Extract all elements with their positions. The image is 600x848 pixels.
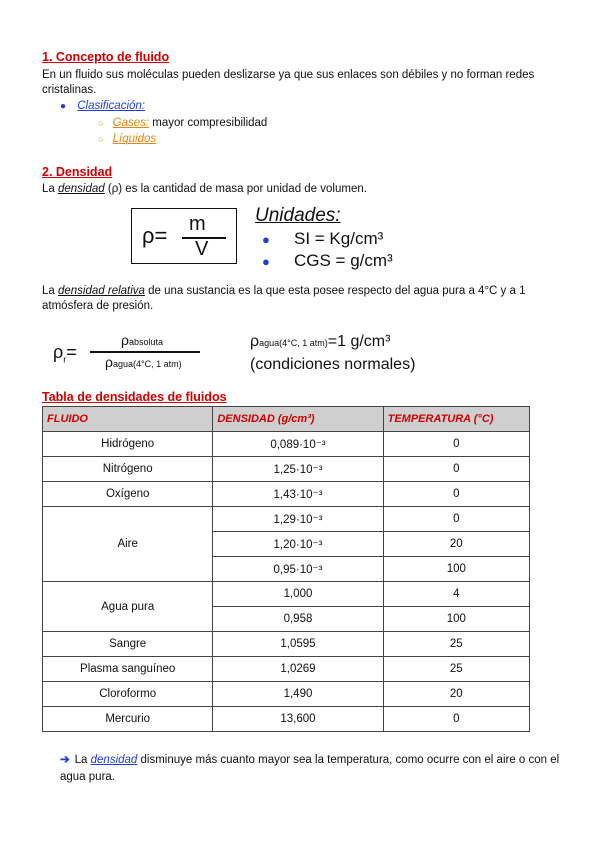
fluid-cell: Sangre bbox=[43, 632, 213, 657]
table-row bbox=[43, 432, 530, 457]
density-cell: 0,089·10⁻³ bbox=[213, 432, 383, 457]
text-fragment: de una sustancia es la que esta posee respecto del agua pura a 4°C y a 1 atmósfera de presión. bbox=[42, 285, 526, 312]
fluid-cell: Agua pura bbox=[43, 582, 213, 632]
bullet-dot-icon: ● bbox=[262, 254, 270, 269]
water-density bbox=[250, 333, 390, 351]
water-value: =1 g/cm³ bbox=[327, 333, 391, 350]
temp-cell: 100 bbox=[383, 607, 529, 632]
header-fluid: FLUIDO bbox=[43, 407, 213, 432]
table-row bbox=[43, 507, 530, 532]
section-1-text: En un fluido sus moléculas pueden deslizarse ya que sus enlaces son débiles y no forman redes cristalinas. bbox=[42, 69, 535, 96]
rho-symbol: ρ bbox=[121, 332, 129, 348]
sub-item-liquidos bbox=[98, 133, 156, 145]
density-cell: 1,490 bbox=[213, 682, 383, 707]
header-density: DENSIDAD (g/cm³) bbox=[213, 407, 383, 432]
normal-conditions: (condiciones normales) bbox=[250, 356, 416, 373]
header-temperature: TEMPERATURA (°C) bbox=[383, 407, 529, 432]
density-term: densidad bbox=[58, 183, 105, 195]
text-fragment: La bbox=[74, 754, 91, 766]
fluid-cell: Cloroformo bbox=[43, 682, 213, 707]
temp-cell: 0 bbox=[383, 707, 529, 732]
table-row bbox=[43, 682, 530, 707]
table-row bbox=[43, 582, 530, 607]
density-formula-box bbox=[131, 208, 237, 264]
gases-desc: mayor compresibilidad bbox=[149, 117, 268, 129]
density-cell: 0,95·10⁻³ bbox=[213, 557, 383, 582]
sub-item-gases bbox=[98, 117, 267, 129]
rho-sub: r bbox=[63, 354, 67, 365]
temp-cell: 20 bbox=[383, 682, 529, 707]
rho-symbol: ρ bbox=[105, 354, 113, 370]
circle-bullet-icon: ○ bbox=[98, 118, 104, 128]
temp-cell: 20 bbox=[383, 532, 529, 557]
fluid-cell: Hidrógeno bbox=[43, 432, 213, 457]
fluid-cell: Plasma sanguíneo bbox=[43, 657, 213, 682]
density-table bbox=[42, 406, 530, 732]
density-cell: 1,43·10⁻³ bbox=[213, 482, 383, 507]
section-1-title: 1. Concepto de fluido bbox=[42, 50, 170, 64]
temp-cell: 0 bbox=[383, 507, 529, 532]
text-fragment: La bbox=[42, 183, 58, 195]
fraction-line bbox=[90, 351, 200, 353]
formula-lhs: ρ= bbox=[142, 223, 168, 248]
table-row bbox=[43, 482, 530, 507]
fluid-cell: Oxígeno bbox=[43, 482, 213, 507]
formula-denominator: V bbox=[195, 238, 209, 260]
rho-sub: agua(4°C, 1 atm) bbox=[112, 359, 182, 369]
unit-si bbox=[262, 229, 383, 249]
temp-cell: 0 bbox=[383, 457, 529, 482]
table-row bbox=[43, 657, 530, 682]
temp-cell: 4 bbox=[383, 582, 529, 607]
rho-symbol: ρ bbox=[53, 342, 64, 362]
unit-cgs bbox=[262, 251, 393, 271]
density-cell: 1,0595 bbox=[213, 632, 383, 657]
bullet-dot-icon: ● bbox=[262, 232, 270, 247]
relative-density-formula bbox=[53, 332, 213, 382]
relative-formula-lhs bbox=[53, 342, 77, 365]
density-cell: 1,000 bbox=[213, 582, 383, 607]
table-title: Tabla de densidades de fluidos bbox=[42, 390, 227, 404]
density-definition bbox=[42, 182, 562, 197]
unit-cgs-text: CGS = g/cm³ bbox=[294, 251, 393, 270]
table-row bbox=[43, 457, 530, 482]
fluid-cell: Aire bbox=[43, 507, 213, 582]
density-cell: 1,25·10⁻³ bbox=[213, 457, 383, 482]
rho-sub: absoluta bbox=[128, 337, 163, 347]
classification-link[interactable]: Clasificación: bbox=[77, 100, 145, 112]
temp-cell: 0 bbox=[383, 432, 529, 457]
table-row bbox=[43, 707, 530, 732]
water-sub: agua(4°C, 1 atm) bbox=[259, 338, 328, 348]
liquidos-link[interactable]: Líquidos bbox=[112, 133, 157, 145]
density-cell: 1,20·10⁻³ bbox=[213, 532, 383, 557]
formula-numerator: m bbox=[189, 213, 206, 235]
section-2-title: 2. Densidad bbox=[42, 165, 113, 179]
density-cell: 13,600 bbox=[213, 707, 383, 732]
text-fragment: La bbox=[42, 285, 58, 297]
fluid-cell: Mercurio bbox=[43, 707, 213, 732]
bullet-dot-icon: ● bbox=[60, 101, 67, 112]
relative-formula-denominator bbox=[105, 354, 182, 370]
table-row bbox=[43, 632, 530, 657]
density-note-link[interactable]: densidad bbox=[90, 754, 138, 766]
text-fragment: (ρ) es la cantidad de masa por unidad de volumen. bbox=[104, 183, 367, 195]
equals-sign: = bbox=[66, 342, 77, 362]
table-header-row bbox=[43, 407, 530, 432]
text-fragment: disminuye más cuanto mayor sea la temperatura, como ocurre con el aire o con el agua pura. bbox=[60, 754, 560, 783]
density-cell: 0,958 bbox=[213, 607, 383, 632]
units-title: Unidades: bbox=[255, 205, 341, 226]
arrow-right-icon: ➔ bbox=[60, 754, 70, 766]
temp-cell: 25 bbox=[383, 632, 529, 657]
density-cell: 1,29·10⁻³ bbox=[213, 507, 383, 532]
fluid-cell: Nitrógeno bbox=[43, 457, 213, 482]
classification-bullet bbox=[60, 100, 145, 112]
temp-cell: 0 bbox=[383, 482, 529, 507]
relative-density-text bbox=[42, 284, 562, 314]
gases-link[interactable]: Gases: bbox=[112, 117, 150, 129]
density-cell: 1,0269 bbox=[213, 657, 383, 682]
temp-cell: 100 bbox=[383, 557, 529, 582]
circle-bullet-icon: ○ bbox=[98, 134, 104, 144]
rho-symbol: ρ bbox=[250, 333, 260, 350]
unit-si-text: SI = Kg/cm³ bbox=[294, 229, 384, 248]
temp-cell: 25 bbox=[383, 657, 529, 682]
temperature-note bbox=[60, 752, 560, 786]
relative-density-term: densidad relativa bbox=[58, 285, 145, 297]
relative-formula-numerator bbox=[121, 332, 163, 348]
